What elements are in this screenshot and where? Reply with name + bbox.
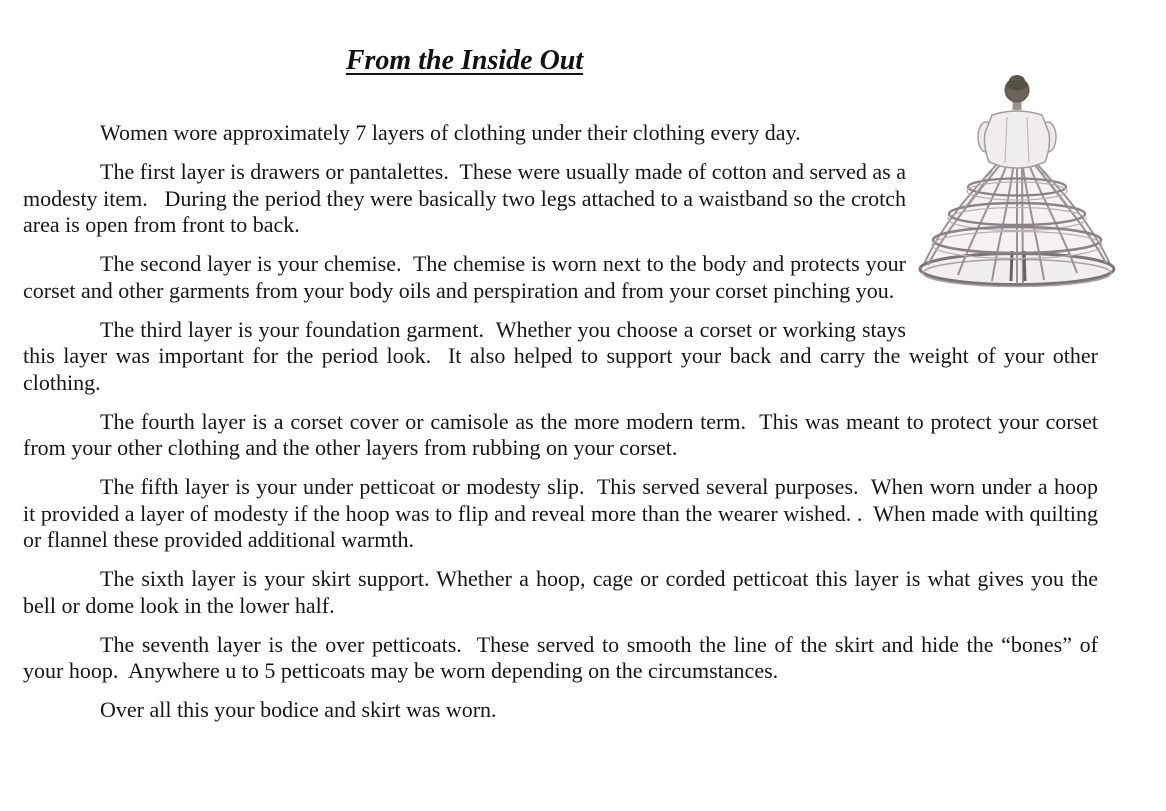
- paragraph-intro: Women wore approximately 7 layers of clothing under their clothing every day.: [100, 120, 801, 145]
- paragraph-layer-4: The fourth layer is a corset cover or camisole as the more modern term. This was meant to protect your corset from your other clothing and the other layers from rubbing on your corset.: [23, 408, 1104, 460]
- paragraph-layer-3: The third layer is your foundation garment. Whether you choose a corset or working stays this layer was important for the period look. It also helped to support your back and carry the weight of your other clothing.: [23, 316, 1104, 395]
- hoop-skirt-image: [914, 73, 1126, 297]
- paragraph-closing: Over all this your bodice and skirt was worn.: [100, 697, 497, 722]
- page-title-text: From the Inside Out: [345, 45, 584, 76]
- paragraph-layer-1: The first layer is drawers or pantalettes. These were usually made of cotton and served as a modesty item. During the period they were basically two legs attached to a waistband so the crotch area is open from front to back.: [23, 159, 912, 237]
- page-title: [23, 44, 909, 78]
- paragraph-layer-7: The seventh layer is the over petticoats. These served to smooth the line of the skirt and hide the “bones” of your hoop. Anywhere u to 5 petticoats may be worn depending on the circumstances.: [23, 631, 1104, 683]
- paragraph-layer-6: The sixth layer is your skirt support. Whether a hoop, cage or corded petticoat this layer is what gives you the bell or dome look in the lower half.: [23, 566, 1104, 618]
- paragraph-layer-2: The second layer is your chemise. The chemise is worn next to the body and protects your corset and other garments from your body oils and perspiration and from your corset pinching you.: [23, 251, 912, 303]
- cage-crinoline-illustration: [914, 73, 1126, 297]
- paragraph-layer-5: The fifth layer is your under petticoat or modesty slip. This served several purposes. When worn under a hoop it provided a layer of modesty if the hoop was to flip and reveal more than the wearer wished. . When made with quilting or flannel these provided additional warmth.: [23, 474, 1104, 552]
